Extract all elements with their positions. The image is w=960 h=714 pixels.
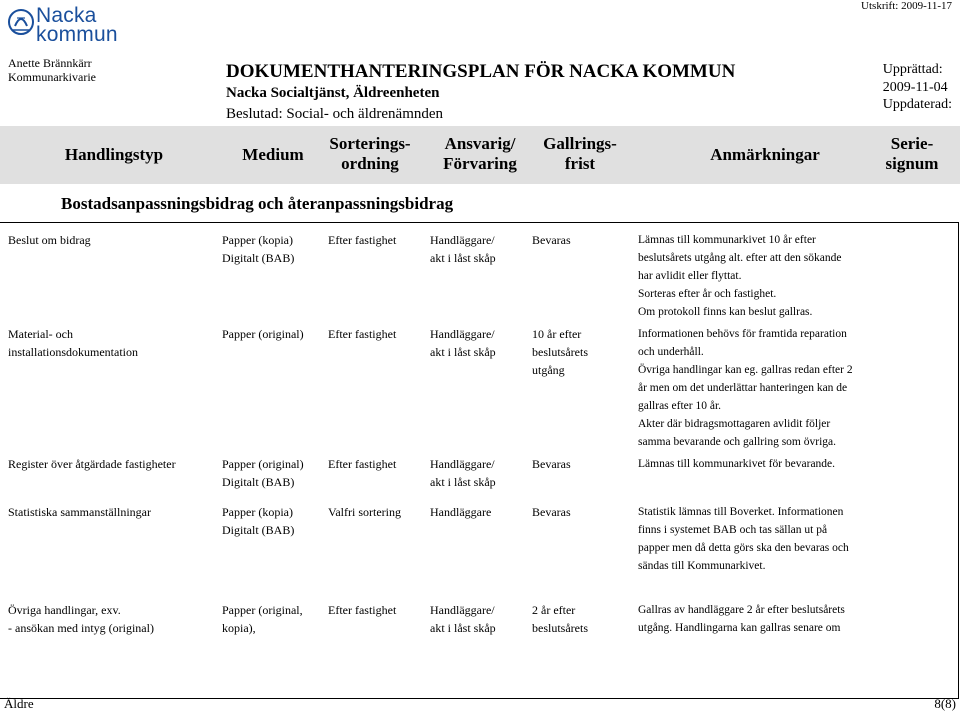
row3-resp-line: Handläggare/ <box>430 457 495 471</box>
row2-gallring <box>532 325 632 379</box>
author-block <box>8 56 96 84</box>
row5-type-line: - ansökan med intyg (original) <box>8 621 154 635</box>
col-handlingstyp: Handlingstyp <box>64 145 164 164</box>
row4-handlingstyp <box>8 503 218 521</box>
row3-type-line: Register över åtgärdade fastigheter <box>8 457 176 471</box>
row5-gallring <box>532 601 632 637</box>
row2-gallring-line: utgång <box>532 363 565 377</box>
col-serie-line2: signum <box>885 154 939 173</box>
row5-note-line: utgång. Handlingarna kan gallras senare om <box>638 622 841 634</box>
row5-handlingstyp <box>8 601 218 637</box>
row2-note-line: gallras efter 10 år. <box>638 400 722 412</box>
row2-resp-line: akt i låst skåp <box>430 345 496 359</box>
row5-medium-line: Papper (original, <box>222 603 303 617</box>
row2-resp-line: Handläggare/ <box>430 327 495 341</box>
row4-resp <box>430 503 530 521</box>
row1-note-line: beslutsårets utgång alt. efter att den sökande <box>638 252 842 264</box>
row3-medium-line: Papper (original) <box>222 457 304 471</box>
row1-notes <box>638 231 883 321</box>
row1-handlingstyp <box>8 231 218 249</box>
row4-gallring-line: Bevaras <box>532 505 571 519</box>
row3-gallring-line: Bevaras <box>532 457 571 471</box>
row3-handlingstyp <box>8 455 223 473</box>
row1-gallring-line: Bevaras <box>532 233 571 247</box>
page-number: 8(8) <box>934 696 956 711</box>
author-name: Anette Brännkärr <box>8 56 92 70</box>
row1-resp-line: Handläggare/ <box>430 233 495 247</box>
row5-type-line: Övriga handlingar, exv. <box>8 603 121 617</box>
created-label: Upprättad: <box>882 62 943 77</box>
row4-note-line: Statistik lämnas till Boverket. Informationen <box>638 506 844 518</box>
row1-note-line: Sorteras efter år och fastighet. <box>638 288 777 300</box>
col-sort-line2: ordning <box>341 154 399 173</box>
row2-note-line: år men om det underlättar hanteringen kan de <box>638 382 848 394</box>
row4-type-line: Statistiska sammanställningar <box>8 505 151 519</box>
row3-sort-line: Efter fastighet <box>328 457 397 471</box>
row3-resp <box>430 455 530 491</box>
row1-note-line: har avlidit eller flyttat. <box>638 270 742 282</box>
row4-gallring <box>532 503 632 521</box>
col-sorteringsordning <box>320 134 420 174</box>
row1-note-line: Lämnas till kommunarkivet 10 år efter <box>638 234 816 246</box>
row1-medium <box>222 231 322 267</box>
row5-medium-line: kopia), <box>222 621 256 635</box>
logo-wordmark <box>36 6 118 44</box>
row2-type-line: Material- och <box>8 327 73 341</box>
row1-medium-line: Digitalt (BAB) <box>222 251 295 265</box>
row2-sort-line: Efter fastighet <box>328 327 397 341</box>
author-org: Kommunarkivarie <box>8 70 96 84</box>
row4-note-line: finns i systemet BAB och tas sällan ut på <box>638 524 828 536</box>
logo-line1: Nacka <box>36 4 97 27</box>
col-gallring-line1: Gallrings- <box>543 134 617 153</box>
row1-sort-line: Efter fastighet <box>328 233 397 247</box>
row4-sort <box>328 503 428 521</box>
row3-medium <box>222 455 322 491</box>
col-ansvarig-line2: Förvaring <box>443 154 517 173</box>
row4-note-line: papper men då detta görs ska den bevaras och <box>638 542 849 554</box>
row5-notes <box>638 601 883 637</box>
col-gallringsfrist <box>530 134 630 174</box>
row2-gallring-line: 10 år efter <box>532 327 582 341</box>
row2-notes <box>638 325 883 451</box>
col-anmarkningar: Anmärkningar <box>710 145 820 164</box>
nacka-emblem-icon <box>8 8 38 52</box>
row2-type-line: installationsdokumentation <box>8 345 138 359</box>
row4-note-line: sändas till Kommunarkivet. <box>638 560 766 572</box>
document-subtitle: Nacka Socialtjänst, Äldreenheten <box>226 85 440 101</box>
row3-note-line: Lämnas till kommunarkivet för bevarande. <box>638 458 836 470</box>
row3-resp-line: akt i låst skåp <box>430 475 496 489</box>
row3-gallring <box>532 455 632 473</box>
row1-resp-line: akt i låst skåp <box>430 251 496 265</box>
col-serie-line1: Serie- <box>890 134 934 153</box>
row1-resp <box>430 231 530 267</box>
row2-note-line: Informationen behövs för framtida reparation <box>638 328 847 340</box>
logo-line2: kommun <box>36 23 118 46</box>
row2-medium-line: Papper (original) <box>222 327 304 341</box>
row4-medium-line: Papper (kopia) <box>222 505 293 519</box>
document-decision: Beslutad: Social- och äldrenämnden <box>226 106 444 122</box>
row5-sort-line: Efter fastighet <box>328 603 397 617</box>
row4-notes <box>638 503 883 575</box>
print-date: Utskrift: 2009-11-17 <box>861 0 952 12</box>
row2-note-line: samma bevarande och gallring som övriga. <box>638 436 836 448</box>
col-seriesignum <box>872 134 952 174</box>
row5-medium <box>222 601 322 637</box>
section-title: Bostadsanpassningsbidrag och återanpassningsbidrag <box>61 194 454 213</box>
col-ansvarig-line1: Ansvarig/ <box>444 134 516 153</box>
row5-note-line: Gallras av handläggare 2 år efter beslutsårets <box>638 604 845 616</box>
row4-resp-line: Handläggare <box>430 505 492 519</box>
row2-handlingstyp <box>8 325 218 361</box>
row2-gallring-line: beslutsårets <box>532 345 588 359</box>
col-sort-line1: Sorterings- <box>329 134 411 153</box>
row2-resp <box>430 325 530 361</box>
document-title: DOKUMENTHANTERINGSPLAN FÖR NACKA KOMMUN <box>226 61 736 82</box>
row5-gallring-line: beslutsårets <box>532 621 588 635</box>
row2-medium <box>222 325 322 343</box>
row2-note-line: Övriga handlingar kan eg. gallras redan efter 2 <box>638 364 853 376</box>
date-block <box>883 61 952 114</box>
col-gallring-line2: frist <box>564 154 596 173</box>
updated-label: Uppdaterad: <box>882 97 952 112</box>
row2-note-line: Akter där bidragsmottagaren avlidit följer <box>638 418 831 430</box>
row3-notes <box>638 455 883 473</box>
row5-resp <box>430 601 530 637</box>
row5-resp-line: akt i låst skåp <box>430 621 496 635</box>
row5-gallring-line: 2 år efter <box>532 603 576 617</box>
row1-sort <box>328 231 428 249</box>
col-ansvarig <box>430 134 530 174</box>
row2-note-line: och underhåll. <box>638 346 704 358</box>
row2-sort <box>328 325 428 343</box>
row4-sort-line: Valfri sortering <box>328 505 401 519</box>
row1-gallring <box>532 231 632 249</box>
row4-medium-line: Digitalt (BAB) <box>222 523 295 537</box>
row4-medium <box>222 503 322 539</box>
row3-sort <box>328 455 428 473</box>
footer-section: Äldre <box>4 696 34 711</box>
row5-resp-line: Handläggare/ <box>430 603 495 617</box>
row1-medium-line: Papper (kopia) <box>222 233 293 247</box>
col-medium: Medium <box>242 145 304 164</box>
row1-note-line: Om protokoll finns kan beslut gallras. <box>638 306 813 318</box>
row5-sort <box>328 601 428 619</box>
row1-type-line: Beslut om bidrag <box>8 233 91 247</box>
row3-medium-line: Digitalt (BAB) <box>222 475 295 489</box>
created-date: 2009-11-04 <box>882 79 948 95</box>
